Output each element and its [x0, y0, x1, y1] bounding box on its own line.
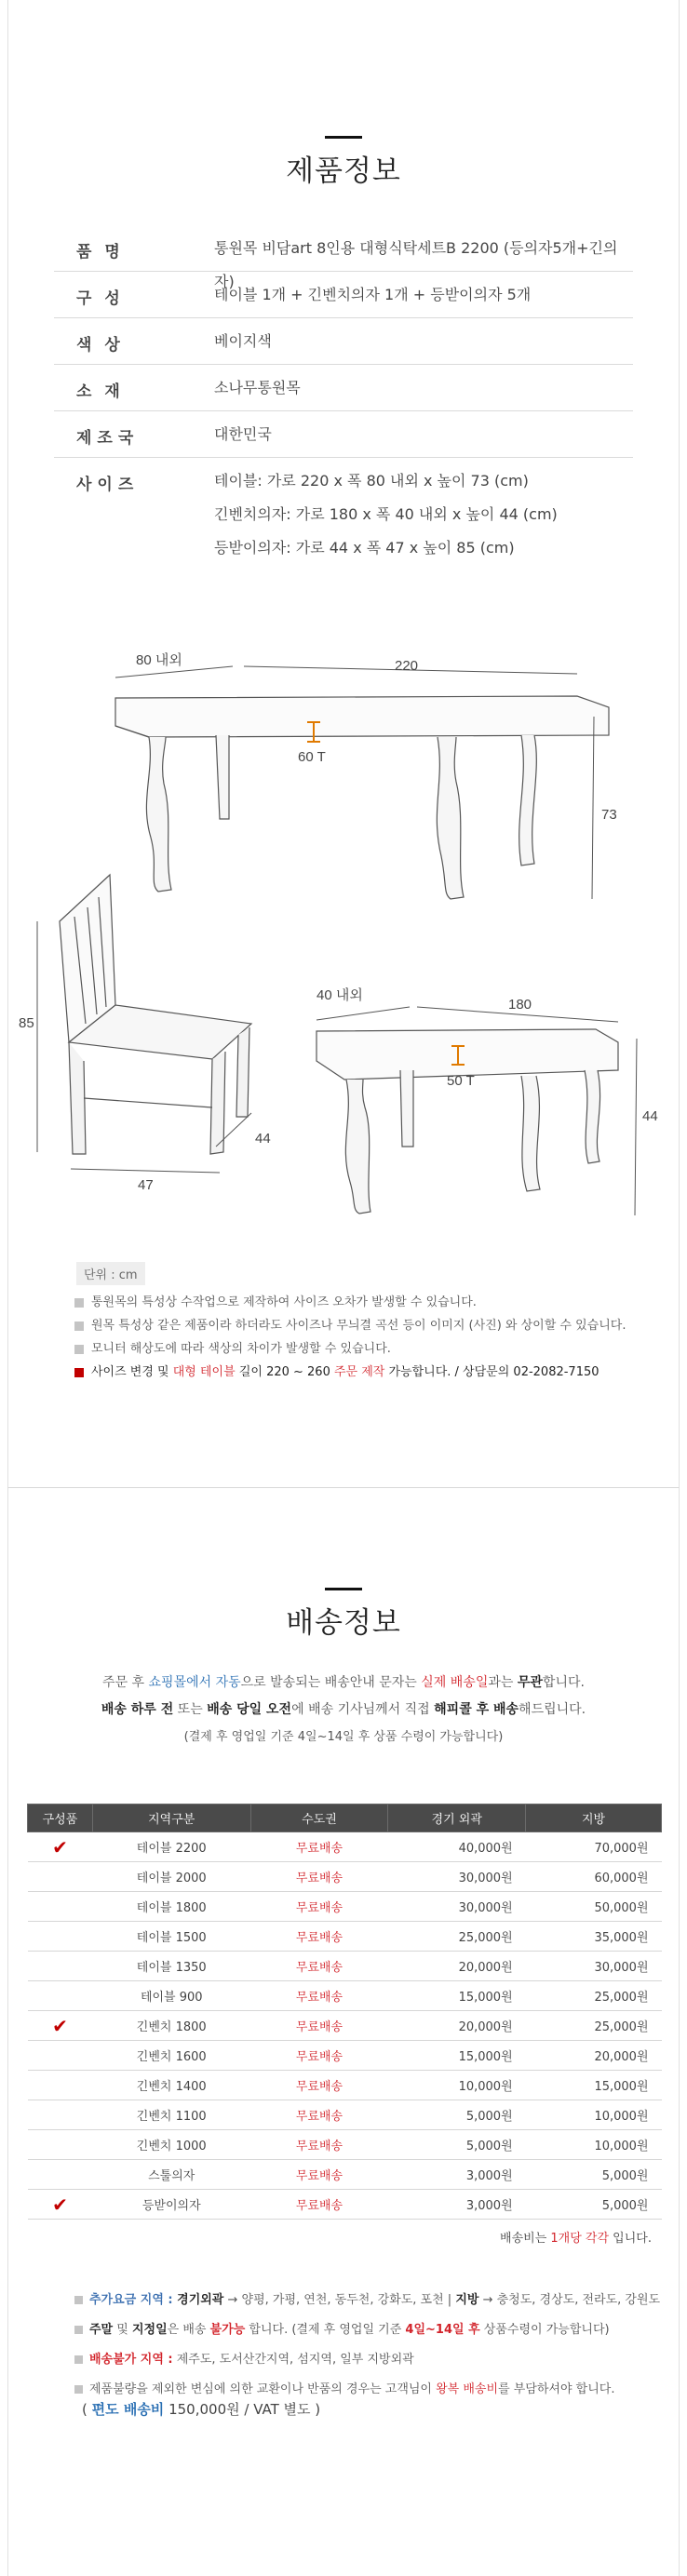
- column-header: 지방: [526, 1805, 662, 1832]
- spec-value: 소나무통원목: [214, 379, 301, 396]
- spec-label: 소재: [76, 382, 133, 401]
- column-header: 지역구분: [92, 1805, 250, 1832]
- table-row: [28, 2160, 662, 2190]
- column-header: 수도권: [250, 1805, 388, 1832]
- metro-fee-cell: 무료배송: [250, 2190, 388, 2220]
- outer-fee-cell: 25,000원: [388, 1922, 526, 1952]
- table-length-label: 220: [395, 658, 419, 674]
- spec-label: 구성: [76, 289, 133, 308]
- table-row: [28, 2130, 662, 2160]
- shipping-fee-table: [27, 1804, 662, 2220]
- outer-fee-cell: 30,000원: [388, 1862, 526, 1892]
- checkmark-icon: ✔: [28, 2190, 93, 2220]
- item-name-cell: 스툴의자: [92, 2160, 250, 2190]
- spec-value: 등받이의자: 가로 44 x 폭 47 x 높이 85 (cm): [214, 539, 515, 557]
- shipping-notes: [74, 2291, 670, 2410]
- checkmark-icon: [28, 1862, 93, 1892]
- note-item: 사이즈 변경 및 대형 테이블 길이 220 ~ 260 주문 제작 가능합니다. / 상담문의 02-2082-7150: [74, 1363, 661, 1387]
- shipping-info-title: 배송정보: [286, 1606, 401, 1640]
- outer-fee-cell: 10,000원: [388, 2071, 526, 2100]
- table-leg-illustration: [216, 735, 229, 819]
- item-name-cell: 테이블 1800: [92, 1892, 250, 1922]
- table-row: [28, 2041, 662, 2071]
- outer-fee-cell: 40,000원: [388, 1832, 526, 1862]
- bullet-icon: [74, 1322, 84, 1331]
- outer-fee-cell: 20,000원: [388, 2011, 526, 2041]
- local-fee-cell: 20,000원: [526, 2041, 662, 2071]
- metro-fee-cell: 무료배송: [250, 2100, 388, 2130]
- spec-value: 테이블: 가로 220 x 폭 80 내외 x 높이 73 (cm): [214, 472, 529, 490]
- item-name-cell: 테이블 900: [92, 1981, 250, 2011]
- table-row: [28, 1832, 662, 1862]
- outer-fee-cell: 20,000원: [388, 1952, 526, 1981]
- bullet-icon: [74, 2385, 83, 2394]
- dimension-line: [592, 717, 594, 899]
- metro-fee-cell: 무료배송: [250, 1862, 388, 1892]
- checkmark-icon: [28, 2071, 93, 2100]
- metro-fee-cell: 무료배송: [250, 1892, 388, 1922]
- spec-value: 긴벤치의자: 가로 180 x 폭 40 내외 x 높이 44 (cm): [214, 505, 558, 523]
- item-name-cell: 긴벤치 1600: [92, 2041, 250, 2071]
- bench-leg-illustration: [585, 1070, 600, 1163]
- spec-row: [54, 458, 633, 570]
- spec-row: [54, 365, 633, 411]
- metro-fee-cell: 무료배송: [250, 2011, 388, 2041]
- table-width-label: 80 내외: [136, 652, 182, 668]
- checkmark-icon: ✔: [28, 2011, 93, 2041]
- spec-value: 베이지색: [214, 332, 272, 350]
- table-top-illustration: [115, 696, 609, 737]
- checkmark-icon: [28, 2041, 93, 2071]
- bench-leg-illustration: [345, 1080, 370, 1214]
- bullet-icon: [74, 2296, 83, 2304]
- table-thickness-label: 60 T: [298, 749, 326, 765]
- local-fee-cell: 35,000원: [526, 1922, 662, 1952]
- spec-row: [54, 272, 633, 318]
- product-notes: [74, 1294, 661, 1387]
- chair-leg-illustration: [210, 1052, 225, 1154]
- chair-leg-illustration: [236, 1027, 249, 1117]
- outer-fee-cell: 3,000원: [388, 2160, 526, 2190]
- item-name-cell: 테이블 2000: [92, 1862, 250, 1892]
- table-row: [28, 2100, 662, 2130]
- column-header: 구성품: [28, 1805, 93, 1832]
- outer-fee-cell: 30,000원: [388, 1892, 526, 1922]
- metro-fee-cell: 무료배송: [250, 2160, 388, 2190]
- item-name-cell: 테이블 1350: [92, 1952, 250, 1981]
- metro-fee-cell: 무료배송: [250, 2071, 388, 2100]
- table-header-row: [28, 1805, 662, 1832]
- checkmark-icon: [28, 1952, 93, 1981]
- title-accent-bar: [325, 1588, 362, 1590]
- table-row: [28, 1862, 662, 1892]
- chair-depth-label: 44: [255, 1131, 271, 1147]
- note-item: 모니터 해상도에 따라 색상의 차이가 발생할 수 있습니다.: [74, 1340, 661, 1363]
- note-item: 통원목의 특성상 수작업으로 제작하여 사이즈 오차가 발생할 수 있습니다.: [74, 1294, 661, 1317]
- shipping-intro-line: 주문 후 쇼핑몰에서 자동으로 발송되는 배송안내 문자는 실제 배송일과는 무관합니다.: [102, 1675, 585, 1690]
- item-name-cell: 긴벤치 1800: [92, 2011, 250, 2041]
- checkmark-icon: [28, 2160, 93, 2190]
- metro-fee-cell: 무료배송: [250, 1981, 388, 2011]
- local-fee-cell: 50,000원: [526, 1892, 662, 1922]
- spec-label: 제조국: [76, 429, 140, 448]
- dimension-line: [71, 1169, 220, 1173]
- bench-leg-illustration: [521, 1076, 540, 1191]
- local-fee-cell: 10,000원: [526, 2130, 662, 2160]
- item-name-cell: 긴벤치 1400: [92, 2071, 250, 2100]
- bench-top-illustration: [317, 1029, 618, 1080]
- one-way-shipping-note: ( 편도 배송비 150,000원 / VAT 별도 ): [82, 2401, 321, 2418]
- bullet-icon: [74, 1345, 84, 1354]
- metro-fee-cell: 무료배송: [250, 1952, 388, 1981]
- furniture-dimension-diagram: [0, 635, 687, 1249]
- item-name-cell: 테이블 2200: [92, 1832, 250, 1862]
- column-header: 경기 외곽: [388, 1805, 526, 1832]
- outer-fee-cell: 15,000원: [388, 2041, 526, 2071]
- checkmark-icon: [28, 2100, 93, 2130]
- outer-fee-cell: 5,000원: [388, 2100, 526, 2130]
- product-info-title: 제품정보: [286, 154, 401, 188]
- note-item: 배송불가 지역 : 제주도, 도서산간지역, 섬지역, 일부 지방외곽: [74, 2351, 670, 2381]
- chair-height-label: 85: [19, 1015, 34, 1031]
- metro-fee-cell: 무료배송: [250, 2041, 388, 2071]
- outer-fee-cell: 15,000원: [388, 1981, 526, 2011]
- spec-row: [54, 225, 633, 290]
- shipping-intro-line: (결제 후 영업일 기준 4일~14일 후 상품 수령이 가능합니다): [183, 1730, 504, 1744]
- item-name-cell: 등받이의자: [92, 2190, 250, 2220]
- item-name-cell: 테이블 1500: [92, 1922, 250, 1952]
- spec-value: 통원목 비담art 8인용 대형식탁세트B 2200 (등의자5개+긴의자): [214, 239, 618, 290]
- table-row: [28, 1981, 662, 2011]
- note-item: 추가요금 지역 : 경기외곽 → 양평, 가평, 연천, 동두천, 강화도, 포천 | 지방 → 충청도, 경상도, 전라도, 강원도: [74, 2291, 670, 2321]
- local-fee-cell: 60,000원: [526, 1862, 662, 1892]
- checkmark-icon: [28, 1981, 93, 2011]
- checkmark-icon: [28, 1922, 93, 1952]
- bench-height-label: 44: [642, 1108, 658, 1124]
- spec-label: 사이즈: [76, 476, 140, 494]
- note-item: 제품불량을 제외한 변심에 의한 교환이나 반품의 경우는 고객님이 왕복 배송비를 부담하셔야 합니다.: [74, 2381, 670, 2410]
- chair-leg-illustration: [69, 1042, 86, 1154]
- bullet-icon: [74, 2326, 83, 2334]
- local-fee-cell: 70,000원: [526, 1832, 662, 1862]
- bullet-icon: [74, 1368, 84, 1377]
- unit-label: 단위 : cm: [76, 1262, 145, 1285]
- item-name-cell: 긴벤치 1100: [92, 2100, 250, 2130]
- chair-width-label: 47: [138, 1177, 154, 1193]
- metro-fee-cell: 무료배송: [250, 1922, 388, 1952]
- table-row: [28, 1922, 662, 1952]
- spec-row: [54, 318, 633, 365]
- bench-width-label: 40 내외: [317, 987, 363, 1003]
- bullet-icon: [74, 2355, 83, 2364]
- spec-label: 품명: [76, 243, 133, 262]
- table-row: [28, 2071, 662, 2100]
- table-row: [28, 2190, 662, 2220]
- metro-fee-cell: 무료배송: [250, 2130, 388, 2160]
- local-fee-cell: 30,000원: [526, 1952, 662, 1981]
- local-fee-cell: 5,000원: [526, 2160, 662, 2190]
- local-fee-cell: 10,000원: [526, 2100, 662, 2130]
- bullet-icon: [74, 1298, 84, 1308]
- note-item: 원목 특성상 같은 제품이라 하더라도 사이즈나 무늬결 곡선 등이 이미지 (사진) 와 상이할 수 있습니다.: [74, 1317, 661, 1340]
- checkmark-icon: [28, 2130, 93, 2160]
- table-row: [28, 1892, 662, 1922]
- shipping-intro-line: 배송 하루 전 또는 배송 당일 오전에 배송 기사님께서 직접 해피콜 후 배송해드립니다.: [101, 1702, 586, 1717]
- local-fee-cell: 25,000원: [526, 2011, 662, 2041]
- metro-fee-cell: 무료배송: [250, 1832, 388, 1862]
- spec-label: 색상: [76, 336, 133, 355]
- table-row: [28, 1952, 662, 1981]
- local-fee-cell: 25,000원: [526, 1981, 662, 2011]
- spec-row: [54, 411, 633, 458]
- spec-value: 대한민국: [214, 425, 272, 443]
- outer-fee-cell: 3,000원: [388, 2190, 526, 2220]
- bench-leg-illustration: [400, 1070, 413, 1147]
- table-leg-illustration: [519, 735, 537, 865]
- per-item-note: 배송비는 1개당 각각 입니다.: [500, 2232, 652, 2246]
- table-leg-illustration: [146, 737, 171, 892]
- bench-length-label: 180: [508, 997, 532, 1013]
- dimension-line: [635, 1039, 637, 1215]
- table-row: [28, 2011, 662, 2041]
- spec-value: 테이블 1개 + 긴벤치의자 1개 + 등받이의자 5개: [214, 286, 532, 303]
- dimension-line: [317, 1007, 410, 1020]
- note-item: 주말 및 지정일은 배송 불가능 합니다. (결제 후 영업일 기준 4일~14일 후 상품수령이 가능합니다): [74, 2321, 670, 2351]
- title-accent-bar: [325, 136, 362, 139]
- bench-thickness-label: 50 T: [447, 1073, 475, 1089]
- local-fee-cell: 15,000원: [526, 2071, 662, 2100]
- checkmark-icon: ✔: [28, 1832, 93, 1862]
- checkmark-icon: [28, 1892, 93, 1922]
- outer-fee-cell: 5,000원: [388, 2130, 526, 2160]
- local-fee-cell: 5,000원: [526, 2190, 662, 2220]
- item-name-cell: 긴벤치 1000: [92, 2130, 250, 2160]
- table-height-label: 73: [601, 807, 617, 823]
- table-leg-illustration: [437, 737, 464, 899]
